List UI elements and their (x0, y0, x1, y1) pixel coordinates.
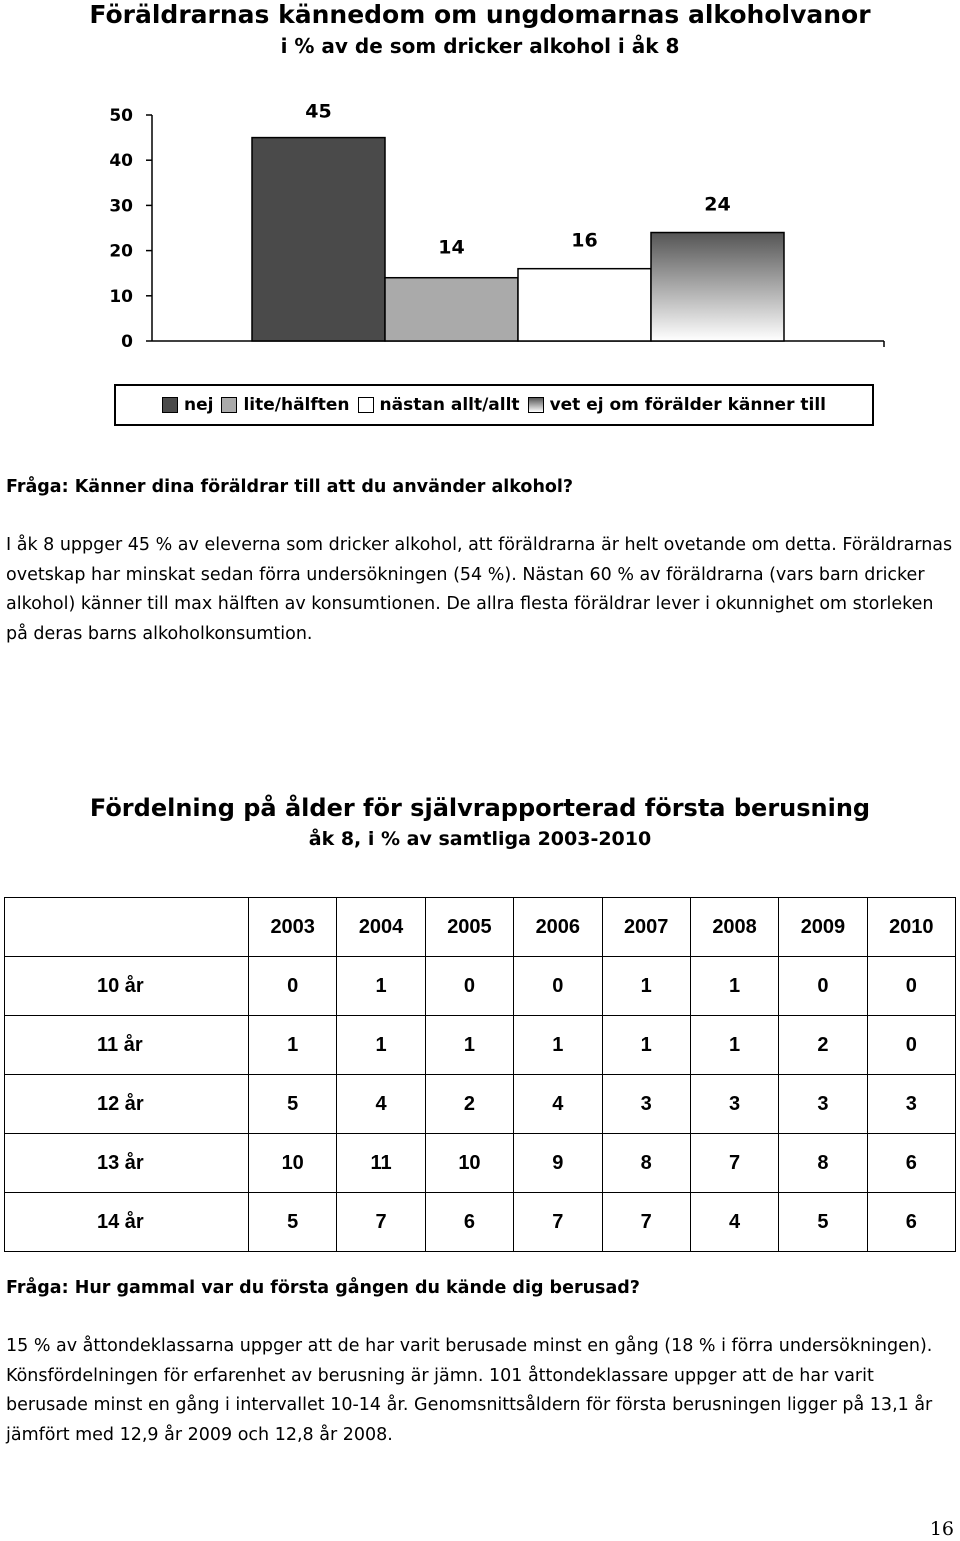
table-cell: 0 (867, 957, 955, 1016)
y-tick-label: 10 (109, 286, 133, 307)
legend-label-lite-halften: lite/hälften (243, 395, 350, 415)
table-cell: 2 (425, 1075, 513, 1134)
y-tick-label: 40 (109, 151, 133, 172)
legend-item-nej (162, 395, 213, 415)
bar-value-label: 45 (305, 100, 332, 123)
legend-label-nej: nej (183, 395, 214, 415)
legend-swatch-nastan-allt (358, 397, 374, 413)
year-header: 2005 (425, 898, 513, 957)
table-row (5, 1075, 956, 1134)
table-row (5, 1016, 956, 1075)
year-header: 2010 (867, 898, 955, 957)
table-cell: 7 (690, 1134, 778, 1193)
table-cell: 3 (779, 1075, 867, 1134)
legend-swatch-lite-halften (221, 397, 237, 413)
paragraph-2: 15 % av åttondeklassarna uppger att de har varit berusade minst en gång (18 % i förra undersökningen). Könsfördelningen för erfarenhet av berusning är jämn. 101 åttondeklassare uppger att de har varit berusade minst en gång i intervallet 10-14 år. Genomsnittsåldern för första berusningen ligger på 13,1 år jämfört med 12,9 år 2009 och 12,8 år 2008. (6, 1336, 933, 1445)
table-cell: 5 (779, 1193, 867, 1252)
table-cell: 7 (602, 1193, 690, 1252)
table-cell: 3 (867, 1075, 955, 1134)
table-row (5, 1193, 956, 1252)
page-number: 16 (929, 1518, 954, 1540)
table-subtitle: åk 8, i % av samtliga 2003-2010 (308, 828, 652, 850)
year-header: 2003 (249, 898, 337, 957)
y-tick-label: 30 (109, 196, 133, 217)
table-cell: 8 (602, 1134, 690, 1193)
table-cell: 1 (249, 1016, 337, 1075)
table-cell: 1 (514, 1016, 602, 1075)
paragraph-1: I åk 8 uppger 45 % av eleverna som dricker alkohol, att föräldrarna är helt ovetande om detta. Föräldrarnas ovetskap har minskat sedan förra undersökningen (54 %). Nästan 60 % av föräldrarna (vars barn dricker alkohol) känner till max hälften av konsumtionen. De allra flesta föräldrar lever i okunnighet om storleken på deras barns alkoholkonsumtion. (6, 535, 953, 644)
table-cell: 1 (690, 1016, 778, 1075)
table-cell: 1 (337, 957, 425, 1016)
table-cell: 3 (602, 1075, 690, 1134)
row-label: 11 år (5, 1016, 249, 1075)
table-cell: 1 (602, 957, 690, 1016)
row-label: 13 år (5, 1134, 249, 1193)
table-cell: 4 (690, 1193, 778, 1252)
table-cell: 6 (425, 1193, 513, 1252)
table-cell: 9 (514, 1134, 602, 1193)
table-cell: 3 (690, 1075, 778, 1134)
legend-swatch-nej (162, 397, 178, 413)
bar-2 (385, 278, 518, 341)
chart-subtitle: i % av de som dricker alkohol i åk 8 (280, 34, 680, 58)
bar-1 (252, 138, 385, 341)
table-corner-cell (5, 898, 249, 957)
legend-swatch-vet-ej (528, 397, 544, 413)
table-cell: 0 (779, 957, 867, 1016)
table-cell: 6 (867, 1134, 955, 1193)
table-cell: 0 (249, 957, 337, 1016)
table-cell: 1 (337, 1016, 425, 1075)
table-cell: 0 (867, 1016, 955, 1075)
bar-value-label: 24 (704, 193, 731, 216)
bar-value-label: 16 (571, 229, 598, 252)
year-header: 2008 (690, 898, 778, 957)
table-cell: 7 (514, 1193, 602, 1252)
bar-4 (651, 233, 784, 341)
year-header: 2004 (337, 898, 425, 957)
table-cell: 8 (779, 1134, 867, 1193)
year-header: 2009 (779, 898, 867, 957)
table-cell: 2 (779, 1016, 867, 1075)
table-cell: 1 (425, 1016, 513, 1075)
table-cell: 5 (249, 1075, 337, 1134)
table-cell: 4 (514, 1075, 602, 1134)
question-2: Fråga: Hur gammal var du första gången du kände dig berusad? (6, 1278, 640, 1298)
y-tick-label: 20 (109, 241, 133, 262)
table-cell: 4 (337, 1075, 425, 1134)
table-row (5, 1134, 956, 1193)
table-cell: 1 (690, 957, 778, 1016)
table-header-row (5, 898, 956, 957)
table-cell: 10 (249, 1134, 337, 1193)
table-row (5, 957, 956, 1016)
legend-item-nastan-allt (358, 395, 520, 415)
year-header: 2006 (514, 898, 602, 957)
table-title: Fördelning på ålder för självrapporterad första berusning (89, 794, 871, 822)
table-cell: 6 (867, 1193, 955, 1252)
chart-title: Föräldrarnas kännedom om ungdomarnas alkoholvanor (89, 0, 871, 29)
question-1: Fråga: Känner dina föräldrar till att du använder alkohol? (6, 477, 574, 497)
year-header: 2007 (602, 898, 690, 957)
table-cell: 11 (337, 1134, 425, 1193)
row-label: 12 år (5, 1075, 249, 1134)
legend-label-nastan-allt: nästan allt/allt (379, 395, 520, 415)
table-cell: 0 (514, 957, 602, 1016)
table-cell: 5 (249, 1193, 337, 1252)
table-cell: 7 (337, 1193, 425, 1252)
table-cell: 0 (425, 957, 513, 1016)
legend-item-vet-ej (528, 395, 826, 415)
y-tick-label: 0 (121, 332, 133, 352)
table-cell: 10 (425, 1134, 513, 1193)
legend-label-vet-ej: vet ej om förälder känner till (549, 395, 826, 415)
bar-chart (0, 0, 960, 380)
row-label: 14 år (5, 1193, 249, 1252)
y-tick-label: 50 (109, 106, 133, 126)
bar-value-label: 14 (438, 236, 465, 259)
row-label: 10 år (5, 957, 249, 1016)
table-cell: 1 (602, 1016, 690, 1075)
bar-3 (518, 269, 651, 341)
age-table (4, 897, 956, 1252)
legend-item-lite-halften (221, 395, 349, 415)
chart-legend (114, 384, 874, 426)
